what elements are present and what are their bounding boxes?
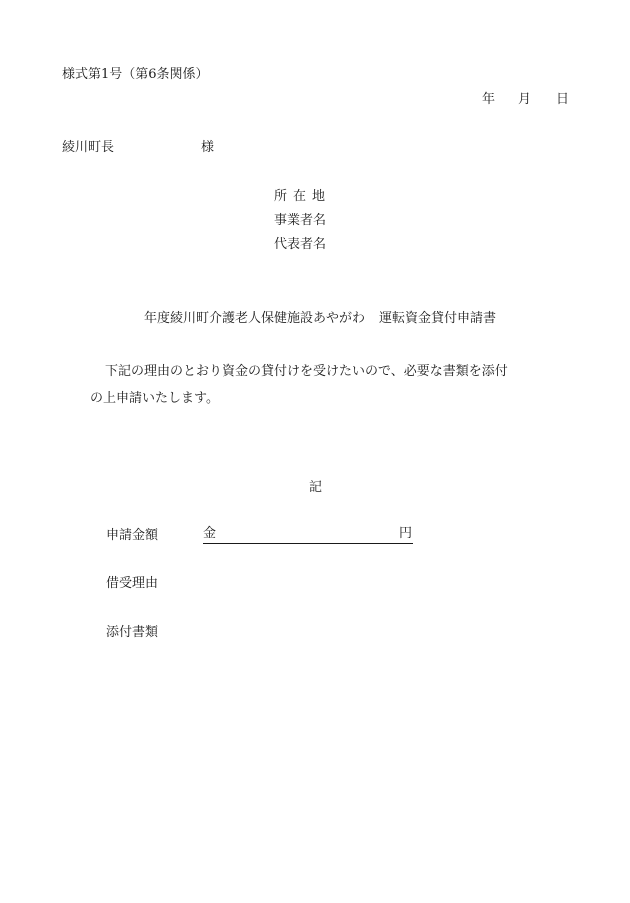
addressee — [62, 141, 214, 154]
date-year: 年 — [482, 92, 496, 107]
body-text — [90, 358, 550, 412]
addressee-honorific: 様 — [201, 140, 215, 155]
body-line-1: 下記の理由のとおり資金の貸付けを受けたいので、必要な書類を添付 — [105, 364, 508, 379]
representative-label: 代表者名 — [274, 237, 327, 252]
document-title — [144, 312, 496, 325]
reason-label: 借受理由 — [106, 576, 159, 591]
form-number: 様式第1号（第6条関係） — [62, 67, 209, 82]
applicant-block — [274, 190, 331, 262]
company-label: 事業者名 — [274, 213, 327, 228]
body-line-2: の上申請いたします。 — [90, 391, 219, 406]
date-line — [482, 93, 569, 106]
addressee-name: 綾川町長 — [62, 140, 115, 155]
amount-suffix: 円 — [398, 526, 412, 541]
date-month: 月 — [518, 92, 532, 107]
amount-field[interactable] — [203, 527, 413, 544]
amount-prefix: 金 — [203, 526, 217, 541]
title-part1: 年度綾川町介護老人保健施設あやがわ — [144, 311, 366, 326]
ki-mark: 記 — [309, 480, 323, 495]
title-part2: 運転資金貸付申請書 — [379, 311, 497, 326]
amount-label: 申請金額 — [106, 528, 159, 543]
attachments-label: 添付書類 — [106, 625, 159, 640]
date-day: 日 — [556, 92, 570, 107]
address-label: 所在地 — [274, 189, 332, 204]
